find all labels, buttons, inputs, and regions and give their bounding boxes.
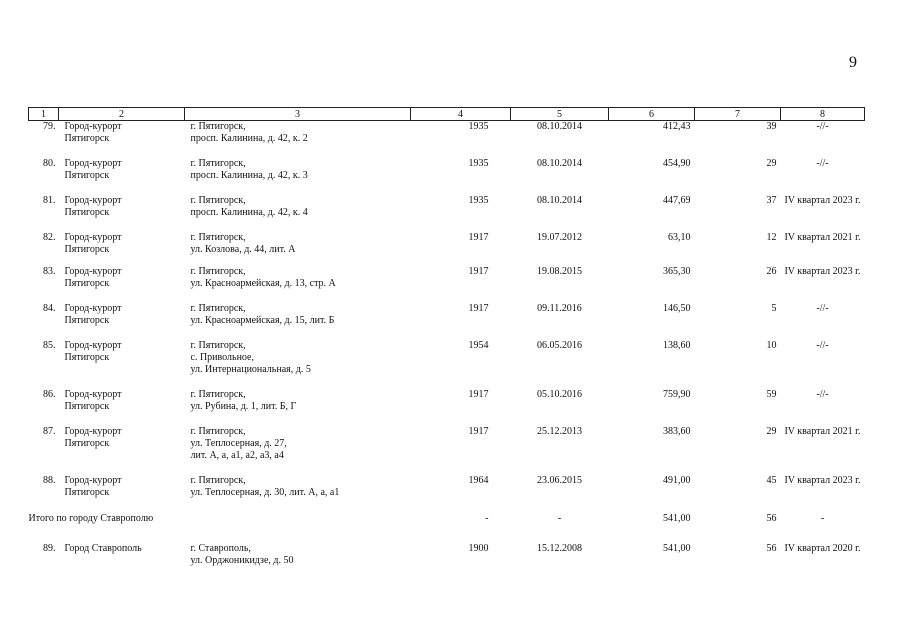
municipality-cell-line: Город Ставрополь — [64, 542, 142, 554]
term-cell: IV квартал 2023 г. — [784, 265, 861, 277]
year-cell: 1935 — [468, 121, 489, 132]
year-cell: 1917 — [468, 302, 489, 314]
area-cell: 63,10 — [668, 231, 691, 243]
address-cell-line: лит. А, а, а1, а2, а3, а4 — [190, 449, 284, 461]
municipality-cell-line: Город-курорт — [64, 265, 122, 277]
year-cell: 1917 — [468, 231, 489, 243]
table-body — [29, 121, 865, 573]
date-cell: 05.10.2016 — [537, 388, 582, 400]
term-cell: -//- — [816, 339, 829, 351]
year-cell: 1900 — [468, 542, 489, 554]
address-cell-line: ул. Козлова, д. 44, лит. А — [190, 243, 296, 255]
area-cell: 454,90 — [663, 157, 691, 169]
term-cell: - — [820, 512, 825, 524]
municipality-cell — [59, 475, 185, 513]
address-cell-line: просп. Калинина, д. 42, к. 3 — [190, 169, 308, 181]
municipality-cell-line: Пятигорск — [64, 351, 110, 363]
table-row — [29, 232, 865, 266]
address-cell-line: г. Пятигорск, — [190, 265, 246, 277]
municipality-cell-line: Город-курорт — [64, 231, 122, 243]
column-number-row — [29, 108, 865, 121]
registry-table — [28, 107, 865, 573]
table-row — [29, 266, 865, 303]
column-header: 6 — [609, 108, 695, 121]
municipality-cell-line: Пятигорск — [64, 314, 110, 326]
address-cell — [185, 232, 411, 266]
address-cell-line: г. Пятигорск, — [190, 194, 246, 206]
term-cell: IV квартал 2020 г. — [784, 542, 861, 554]
municipality-cell-line: Пятигорск — [64, 169, 110, 181]
count-cell: 56 — [766, 542, 777, 554]
row-number: 81. — [43, 194, 56, 206]
address-cell-line: г. Пятигорск, — [190, 302, 246, 314]
municipality-cell — [59, 232, 185, 266]
term-cell: -//- — [816, 121, 829, 132]
table-row — [29, 158, 865, 195]
table-row — [29, 195, 865, 232]
year-cell: 1935 — [468, 157, 489, 169]
date-cell: 08.10.2014 — [537, 121, 582, 132]
term-cell: IV квартал 2021 г. — [784, 231, 861, 243]
municipality-cell-line: Город-курорт — [64, 302, 122, 314]
municipality-cell-line: Город-курорт — [64, 425, 122, 437]
table-row — [29, 340, 865, 389]
address-cell-line: г. Пятигорск, — [190, 388, 246, 400]
municipality-cell — [59, 195, 185, 232]
column-header: 3 — [185, 108, 411, 121]
address-cell-line: г. Ставрополь, — [190, 542, 251, 554]
area-cell: 491,00 — [663, 474, 691, 486]
municipality-cell — [59, 389, 185, 426]
municipality-cell — [59, 340, 185, 389]
municipality-cell-line: Пятигорск — [64, 400, 110, 412]
address-cell — [185, 303, 411, 340]
municipality-cell-line: Пятигорск — [64, 133, 110, 144]
term-cell: -//- — [816, 302, 829, 314]
date-cell: 15.12.2008 — [537, 542, 582, 554]
address-cell — [185, 195, 411, 232]
area-cell: 541,00 — [663, 542, 691, 554]
table-row — [29, 475, 865, 513]
address-cell-line: с. Привольное, — [190, 351, 254, 363]
date-cell: 23.06.2015 — [537, 474, 582, 486]
address-cell — [185, 340, 411, 389]
year-cell: 1935 — [468, 194, 489, 206]
year-cell: 1917 — [468, 265, 489, 277]
year-cell: 1917 — [468, 425, 489, 437]
date-cell: 08.10.2014 — [537, 194, 582, 206]
count-cell: 37 — [766, 194, 777, 206]
count-cell: 59 — [766, 388, 777, 400]
date-cell: 09.11.2016 — [537, 302, 582, 314]
count-cell: 5 — [771, 302, 777, 314]
year-cell: 1964 — [468, 474, 489, 486]
row-number: 83. — [43, 265, 56, 277]
year-cell: - — [485, 512, 489, 524]
municipality-cell — [59, 158, 185, 195]
column-header: 8 — [781, 108, 865, 121]
area-cell: 759,90 — [663, 388, 691, 400]
column-header: 1 — [29, 108, 59, 121]
address-cell-line: просп. Калинина, д. 42, к. 4 — [190, 206, 308, 218]
date-cell: - — [557, 512, 562, 524]
municipality-cell-line: Город-курорт — [64, 388, 122, 400]
column-header: 5 — [511, 108, 609, 121]
address-cell — [185, 426, 411, 475]
area-cell: 365,30 — [663, 265, 691, 277]
address-cell-line: ул. Орджоникидзе, д. 50 — [190, 554, 294, 566]
address-cell — [185, 158, 411, 195]
date-cell: 08.10.2014 — [537, 157, 582, 169]
address-cell-line: г. Пятигорск, — [190, 157, 246, 169]
count-cell: 29 — [766, 425, 777, 437]
count-cell: 39 — [766, 121, 777, 132]
count-cell: 10 — [766, 339, 777, 351]
row-number: 86. — [43, 388, 56, 400]
year-cell: 1954 — [468, 339, 489, 351]
column-header: 4 — [411, 108, 511, 121]
municipality-cell-line: Город-курорт — [64, 157, 122, 169]
address-cell-line: ул. Интернациональная, д. 5 — [190, 363, 311, 375]
municipality-cell-line: Пятигорск — [64, 243, 110, 255]
total-row — [29, 513, 865, 543]
term-cell: IV квартал 2023 г. — [784, 474, 861, 486]
table-row — [29, 121, 865, 158]
municipality-cell-line: Город-курорт — [64, 339, 122, 351]
date-cell: 19.07.2012 — [537, 231, 582, 243]
municipality-cell-line: Пятигорск — [64, 437, 110, 449]
area-cell: 447,69 — [663, 194, 691, 206]
address-cell-line: г. Пятигорск, — [190, 231, 246, 243]
table-row — [29, 426, 865, 475]
table-row — [29, 303, 865, 340]
municipality-cell — [59, 426, 185, 475]
count-cell: 12 — [766, 231, 777, 243]
row-number: 80. — [43, 157, 56, 169]
area-cell: 146,50 — [663, 302, 691, 314]
address-cell-line: г. Пятигорск, — [190, 474, 246, 486]
count-cell: 26 — [766, 265, 777, 277]
column-header: 7 — [695, 108, 781, 121]
municipality-cell — [59, 543, 185, 573]
address-cell-line: ул. Красноармейская, д. 15, лит. Б — [190, 314, 335, 326]
term-cell: -//- — [816, 388, 829, 400]
municipality-cell — [59, 266, 185, 303]
area-cell: 138,60 — [663, 339, 691, 351]
table-row — [29, 543, 865, 573]
row-number: 82. — [43, 231, 56, 243]
municipality-cell — [59, 121, 185, 158]
municipality-cell-line: Пятигорск — [64, 486, 110, 498]
row-number: 87. — [43, 425, 56, 437]
term-cell: IV квартал 2023 г. — [784, 194, 861, 206]
municipality-cell-line: Город-курорт — [64, 121, 122, 132]
row-number: 88. — [43, 474, 56, 486]
address-cell — [185, 121, 411, 158]
address-cell-line: г. Пятигорск, — [190, 339, 246, 351]
term-cell: IV квартал 2021 г. — [784, 425, 861, 437]
address-cell-line: г. Пятигорск, — [190, 121, 246, 132]
row-number: 89. — [43, 542, 56, 554]
address-cell — [185, 266, 411, 303]
date-cell: 06.05.2016 — [537, 339, 582, 351]
count-cell: 45 — [766, 474, 777, 486]
date-cell: 19.08.2015 — [537, 265, 582, 277]
municipality-cell-line: Пятигорск — [64, 206, 110, 218]
page-number: 9 — [849, 54, 857, 71]
address-cell — [185, 389, 411, 426]
address-cell — [185, 475, 411, 513]
municipality-cell-line: Город-курорт — [64, 474, 122, 486]
date-cell: 25.12.2013 — [537, 425, 582, 437]
address-cell-line: ул. Теплосерная, д. 27, — [190, 437, 287, 449]
row-number: 85. — [43, 339, 56, 351]
area-cell: 383,60 — [663, 425, 691, 437]
total-label: Итого по городу Ставрополю — [28, 512, 154, 524]
municipality-cell-line: Город-курорт — [64, 194, 122, 206]
address-cell-line: ул. Красноармейская, д. 13, стр. А — [190, 277, 336, 289]
row-number: 79. — [43, 121, 56, 132]
address-cell — [185, 543, 411, 573]
term-cell: -//- — [816, 157, 829, 169]
address-cell-line: ул. Теплосерная, д. 30, лит. А, а, а1 — [190, 486, 340, 498]
column-header: 2 — [59, 108, 185, 121]
area-cell: 541,00 — [663, 512, 691, 524]
count-cell: 29 — [766, 157, 777, 169]
address-cell-line: г. Пятигорск, — [190, 425, 246, 437]
count-cell: 56 — [766, 512, 777, 524]
year-cell: 1917 — [468, 388, 489, 400]
table-row — [29, 389, 865, 426]
address-cell-line: ул. Рубина, д. 1, лит. Б, Г — [190, 400, 297, 412]
area-cell: 412,43 — [663, 121, 691, 132]
municipality-cell-line: Пятигорск — [64, 277, 110, 289]
row-number: 84. — [43, 302, 56, 314]
address-cell-line: просп. Калинина, д. 42, к. 2 — [190, 133, 308, 144]
municipality-cell — [59, 303, 185, 340]
